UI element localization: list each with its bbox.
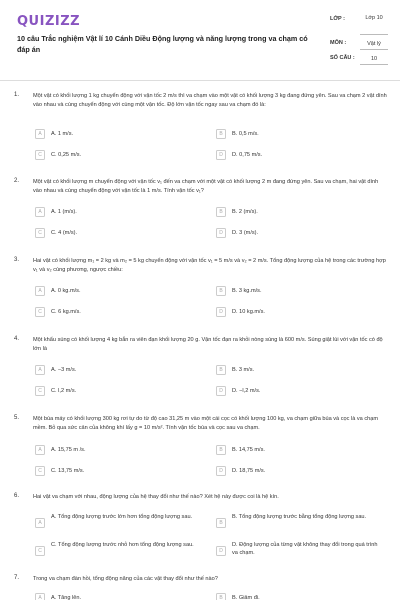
option-letter-box: C — [35, 228, 45, 238]
option-letter-box: A — [35, 286, 45, 296]
question-text: Một búa máy có khối lượng 300 kg rơi tự do từ độ cao 31,25 m vào một cái cọc có khối lượng 100 kg, va chạm giữa búa và cọc là va chạm mềm. Bỏ qua sức cản của không khí lấy g = 10 m/s². Tính vận tốc búa và cọc sau va chạm. — [33, 416, 379, 431]
option-text: D. 10 kg.m/s. — [232, 309, 265, 315]
question-number: 6. — [14, 493, 20, 499]
option-text: A. 0 kg.m/s. — [51, 288, 81, 294]
option-text: C. 4 (m/s). — [51, 230, 78, 236]
option-text: B. 3 kg.m/s. — [232, 288, 262, 294]
option-letter-box: D — [216, 546, 226, 556]
option-letter-box: D — [216, 466, 226, 476]
option-text: B. Tổng động lượng trước bằng tổng động lượng sau. — [232, 514, 367, 520]
question-number: 3. — [14, 257, 20, 263]
class-label: LỚP : — [330, 16, 345, 22]
option-letter-box: D — [216, 228, 226, 238]
option-text: B. 2 (m/s). — [232, 209, 258, 215]
option-text: C. 6 kg.m/s. — [51, 309, 81, 315]
count-underline — [360, 64, 388, 65]
option-letter-box: A — [35, 593, 45, 600]
option-letter-box: C — [35, 546, 45, 556]
option-text: B. 3 m/s. — [232, 367, 255, 373]
question-number: 2. — [14, 178, 20, 184]
option-text: D. −l,2 m/s. — [232, 388, 261, 394]
option-letter-box: D — [216, 386, 226, 396]
option-text: A. Tăng lên. — [51, 595, 82, 600]
option-text: C. Tổng động lượng trước nhỏ hơn tổng động lượng sau. — [51, 542, 194, 548]
quizizz-logo[interactable]: QUIZIZZ — [17, 14, 81, 29]
option-letter-box: D — [216, 307, 226, 317]
option-letter-box: C — [35, 150, 45, 160]
count-label: SỐ CÂU : — [330, 55, 355, 61]
option-text: A. 15,75 m /s. — [51, 447, 86, 453]
worksheet-title: 10 câu Trắc nghiệm Vật lí 10 Cánh Diều Động lượng và năng lượng trong va chạm có đáp án — [17, 34, 308, 54]
question-number: 4. — [14, 336, 20, 342]
option-text: C. l,2 m/s. — [51, 388, 77, 394]
option-text: D. 18,75 m/s. — [232, 468, 266, 474]
option-letter-box: A — [35, 365, 45, 375]
subject-underline — [360, 49, 388, 50]
option-letter-box: B — [216, 445, 226, 455]
option-text: B. Giảm đi. — [232, 595, 260, 600]
subject-value: Vật lý — [367, 41, 381, 47]
question-number: 5. — [14, 415, 20, 421]
option-letter-box: A — [35, 518, 45, 528]
option-letter-box: B — [216, 365, 226, 375]
option-text: D. 3 (m/s). — [232, 230, 259, 236]
count-value: 10 — [370, 56, 378, 62]
option-letter-box: B — [216, 129, 226, 139]
option-text: C. 0,25 m/s. — [51, 152, 82, 158]
question-number: 7. — [14, 575, 20, 581]
option-letter-box: B — [216, 593, 226, 600]
option-text: B. 14,75 m/s. — [232, 447, 265, 453]
question-number: 1. — [14, 92, 20, 98]
option-letter-box: D — [216, 150, 226, 160]
class-underline — [360, 34, 388, 35]
option-text: C. 13,75 m/s. — [51, 468, 85, 474]
option-letter-box: C — [35, 307, 45, 317]
option-text: D. Động lượng của từng vật không thay đổi trong quá trình va chạm. — [232, 542, 378, 556]
option-letter-box: B — [216, 518, 226, 528]
question-text: Một vật có khối lượng m chuyển động với vận tốc v₁ đến va chạm với một vật có khối lượng 2 m đang đứng yên. Sau va chạm, hai vật dính vào nhau và cùng chuyển động với vận tốc là 1 m/s. Tính vận tốc v₁? — [33, 179, 379, 194]
option-text: A. 1 m/s. — [51, 131, 74, 137]
option-text: B. 0,5 m/s. — [232, 131, 259, 137]
worksheet-header — [0, 0, 400, 78]
header-divider — [0, 80, 400, 81]
option-letter-box: B — [216, 207, 226, 217]
option-text: A. 1 (m/s). — [51, 209, 77, 215]
question-text: Một khẩu súng có khối lượng 4 kg bắn ra viên đạn khối lượng 20 g. Vận tốc đạn ra khỏi nòng súng là 600 m/s. Súng giật lùi với vận tốc có độ lớn là — [33, 337, 383, 352]
class-value: Lớp 10 — [365, 15, 383, 21]
option-letter-box: A — [35, 445, 45, 455]
question-text: Hai vật có khối lượng m₁ = 2 kg và m₂ = 5 kg chuyển động với vận tốc v₁ = 5 m/s và v₂ = 2 m/s. Tổng động lượng của hệ trong các trường hợp v₁ và v₂ cùng phương, ngược chiều: — [33, 258, 386, 273]
option-text: A. Tổng động lượng trước lớn hơn tổng động lượng sau. — [51, 514, 193, 520]
question-text: Hai vật va chạm với nhau, động lượng của hệ thay đổi như thế nào? Xét hệ này được coi là hệ kín. — [33, 494, 279, 500]
option-letter-box: B — [216, 286, 226, 296]
subject-label: MÔN : — [330, 40, 347, 46]
option-letter-box: C — [35, 466, 45, 476]
option-text: D. 0,75 m/s. — [232, 152, 263, 158]
question-text: Trong va chạm đàn hồi, tổng động năng của các vật thay đổi như thế nào? — [33, 576, 218, 582]
option-letter-box: A — [35, 129, 45, 139]
option-letter-box: A — [35, 207, 45, 217]
option-text: A. −3 m/s. — [51, 367, 77, 373]
question-text: Một vật có khối lượng 1 kg chuyển động với vận tốc 2 m/s thì va chạm vào một vật có khối lượng 3 kg đang đứng yên. Sau va chạm 2 vật dính vào nhau và cùng chuyển động với cùng một vận tốc. Độ lớn vận tốc ngay sau va chạm đó là: — [33, 93, 387, 108]
option-letter-box: C — [35, 386, 45, 396]
